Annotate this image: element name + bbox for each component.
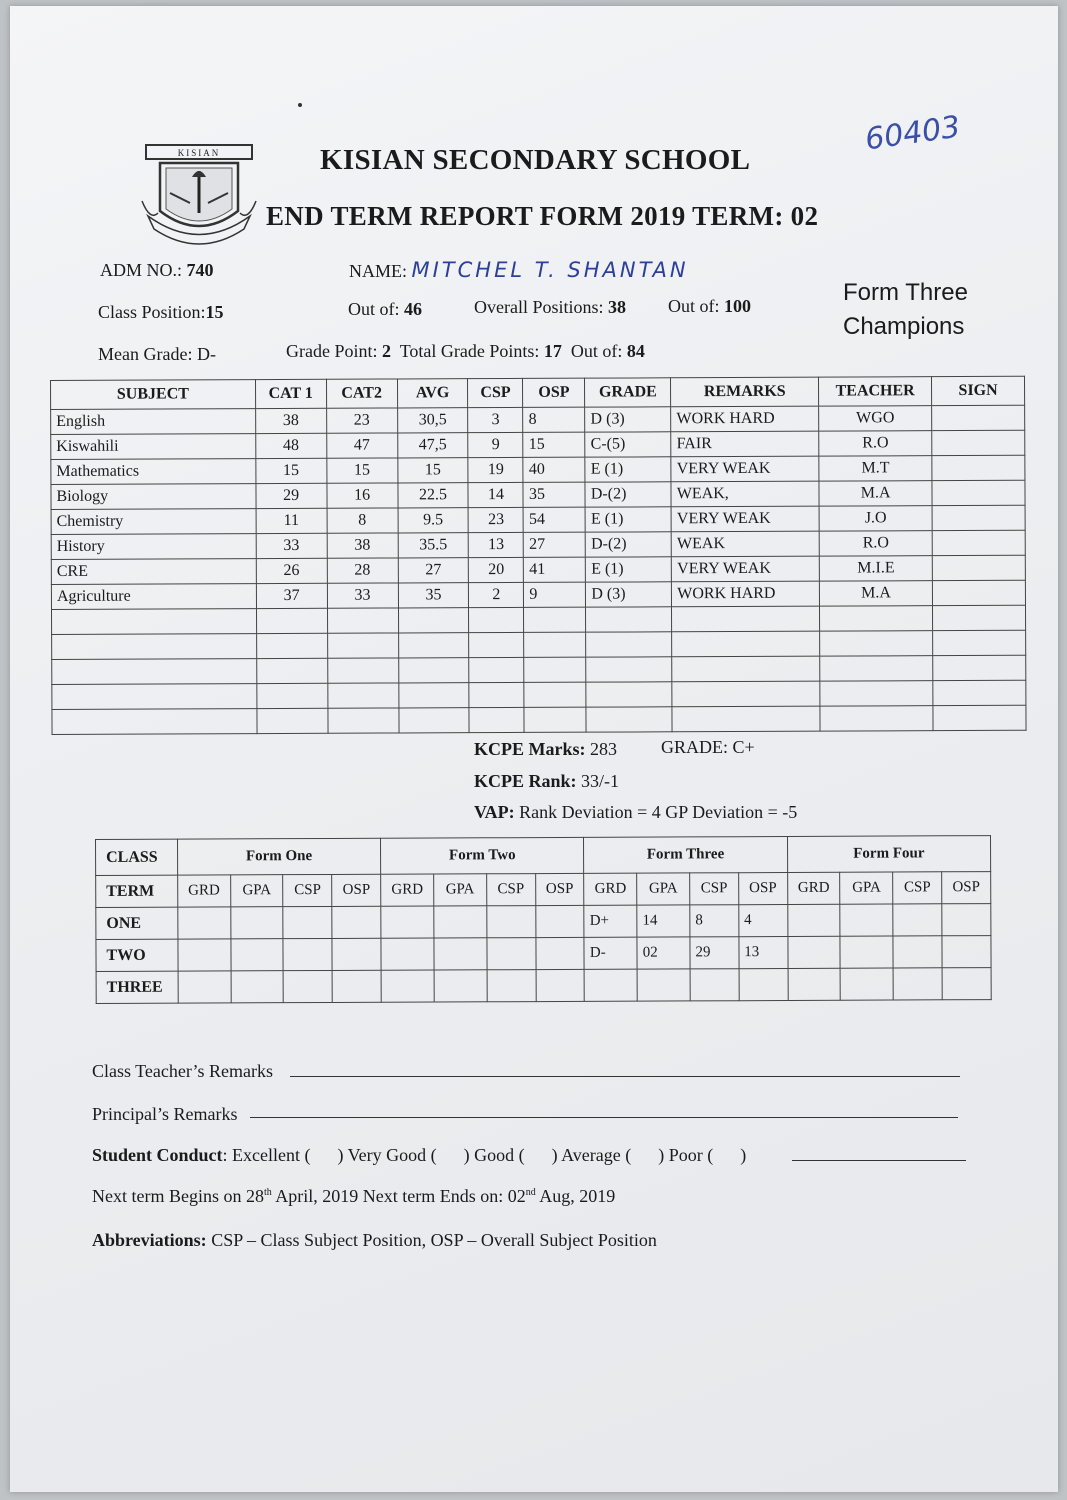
term-name: THREE — [96, 971, 178, 1003]
cell-cat1 — [256, 658, 327, 683]
history-cell — [787, 904, 840, 936]
cell-osp — [524, 707, 586, 732]
cell-osp — [524, 682, 586, 707]
cell-cat2 — [327, 658, 398, 683]
history-cell: D+ — [584, 905, 637, 937]
cell-grade — [586, 607, 672, 632]
cell-csp — [469, 707, 524, 732]
conduct-label: Student Conduct — [92, 1145, 223, 1165]
student-name: MITCHEL T. SHANTAN — [411, 258, 689, 282]
history-row — [96, 968, 991, 1004]
kcpe-marks-line — [474, 739, 617, 760]
cell-osp: 35 — [523, 482, 585, 507]
cell-cat2 — [328, 708, 399, 733]
cell-avg: 30,5 — [397, 408, 468, 433]
ink-dot — [298, 103, 302, 107]
overall-out-of-value: 100 — [724, 296, 751, 316]
mean-grade-field — [98, 344, 216, 365]
next-term-begin: Next term Begins on 28 — [92, 1186, 264, 1206]
form-two-header: Form Two — [381, 837, 584, 874]
class-position-value: 15 — [205, 302, 224, 322]
report-sheet — [10, 6, 1058, 1492]
history-cell: 29 — [690, 937, 739, 969]
sub-header-csp: CSP — [283, 874, 332, 906]
cell-grade — [586, 707, 672, 732]
total-gp-label: Total Grade Points: — [399, 341, 540, 361]
cell-cat2: 28 — [327, 558, 398, 583]
cell-csp: 23 — [469, 507, 524, 532]
kcpe-rank-line — [474, 771, 619, 792]
principal-remarks-line[interactable] — [250, 1117, 958, 1118]
cell-cat1: 37 — [256, 583, 327, 608]
header-teacher: TEACHER — [819, 377, 932, 406]
cell-sign — [932, 530, 1025, 555]
cell-avg — [398, 658, 469, 683]
cell-avg — [398, 633, 469, 658]
sub-header-csp: CSP — [690, 873, 739, 905]
cell-osp — [524, 607, 586, 632]
cell-sign — [933, 655, 1026, 680]
kcpe-rank-value: 33/-1 — [581, 771, 620, 791]
header-avg: AVG — [397, 379, 468, 408]
principal-remarks-label: Principal’s Remarks — [92, 1104, 238, 1124]
abbreviations-line — [92, 1230, 657, 1251]
cell-remarks: WEAK — [671, 531, 819, 557]
history-cell — [230, 907, 283, 939]
marks-body — [51, 405, 1026, 734]
total-gp-out-of-label: Out of: — [570, 341, 623, 361]
header-osp: OSP — [523, 378, 585, 407]
cell-teacher: R.O — [819, 431, 932, 456]
cell-sign — [932, 455, 1025, 480]
history-cell — [178, 907, 231, 939]
history-cell: 13 — [739, 936, 788, 968]
cell-teacher: M.I.E — [819, 556, 932, 581]
history-cell — [739, 968, 788, 1000]
cell-cat1 — [256, 633, 327, 658]
cell-csp — [469, 682, 524, 707]
vap-line — [474, 802, 797, 823]
cell-subject: Chemistry — [51, 509, 256, 535]
name-label: NAME: — [349, 261, 407, 281]
kcpe-grade-line — [661, 737, 755, 758]
cell-avg: 27 — [398, 558, 469, 583]
cell-remarks: WORK HARD — [672, 581, 820, 607]
cell-teacher: WGO — [819, 406, 932, 431]
form-four-header: Form Four — [787, 836, 991, 873]
cell-remarks: VERY WEAK — [672, 556, 820, 582]
adm-value: 740 — [186, 260, 214, 280]
sub-header-gpa: GPA — [230, 875, 283, 907]
cell-grade: E (1) — [586, 557, 672, 582]
cell-csp: 19 — [468, 457, 523, 482]
header-grade: GRADE — [585, 378, 671, 407]
cell-grade: E (1) — [585, 457, 671, 482]
sub-header-gpa: GPA — [637, 873, 690, 905]
performance-history-table — [95, 835, 992, 1004]
cell-cat2: 15 — [326, 458, 397, 483]
header-cat1: CAT 1 — [255, 379, 326, 408]
history-cell — [283, 906, 332, 938]
mean-grade-label: Mean Grade: — [98, 344, 193, 364]
grade-point-value: 2 — [382, 341, 391, 361]
class-position-field — [98, 302, 224, 323]
overall-out-of-field — [668, 296, 751, 317]
next-term-line — [92, 1186, 615, 1207]
cell-avg: 47,5 — [397, 433, 468, 458]
next-term-end-month: Aug, 2019 — [535, 1186, 616, 1206]
kcpe-rank-label: KCPE Rank: — [474, 771, 577, 791]
next-term-end-sup: nd — [525, 1187, 536, 1198]
cell-cat1 — [256, 608, 327, 633]
conduct-options: : Excellent ( ) Very Good ( ) Good ( ) Average ( ) Poor ( ) — [222, 1145, 747, 1165]
cell-grade: D-(2) — [586, 532, 672, 557]
header-remarks: REMARKS — [671, 377, 819, 407]
cell-avg: 9.5 — [398, 508, 469, 533]
cell-subject — [52, 684, 257, 710]
history-cell — [535, 905, 584, 937]
history-cell — [231, 971, 284, 1003]
history-cell — [942, 936, 991, 968]
school-name: KISIAN SECONDARY SCHOOL — [320, 144, 751, 176]
header-cat2: CAT2 — [326, 379, 397, 408]
grade-points-line — [286, 341, 645, 362]
history-cell — [893, 904, 942, 936]
history-cell — [893, 936, 942, 968]
history-cell — [788, 968, 841, 1000]
history-cell — [434, 906, 487, 938]
cell-subject — [52, 634, 257, 660]
sub-header-grd: GRD — [787, 872, 840, 904]
cell-cat1: 11 — [256, 508, 327, 533]
history-cell — [332, 906, 381, 938]
cell-cat2 — [327, 633, 398, 658]
cell-sign — [932, 505, 1025, 530]
history-cell — [536, 969, 585, 1001]
history-cell — [283, 938, 332, 970]
cell-teacher: M.A — [820, 581, 933, 606]
cell-sign — [932, 580, 1025, 605]
cell-cat2: 23 — [326, 408, 397, 433]
header-sign: SIGN — [932, 376, 1025, 405]
cell-csp — [469, 632, 524, 657]
history-cell — [486, 906, 535, 938]
cell-avg: 35.5 — [398, 533, 469, 558]
cell-cat1 — [257, 708, 328, 733]
cell-grade: E (1) — [585, 507, 671, 532]
history-cell: 02 — [637, 937, 690, 969]
history-cell: 14 — [637, 905, 690, 937]
next-term-begin-sup: th — [263, 1187, 272, 1198]
kcpe-grade-label: GRADE: — [661, 737, 728, 757]
history-body — [96, 904, 991, 1004]
class-position-label: Class Position: — [98, 302, 206, 322]
history-cell: 4 — [739, 904, 788, 936]
cell-subject: CRE — [51, 559, 256, 585]
cell-csp: 20 — [469, 557, 524, 582]
cell-sign — [933, 705, 1026, 730]
marks-header-row — [51, 376, 1025, 409]
cell-grade — [586, 657, 672, 682]
header-csp: CSP — [468, 378, 523, 407]
history-cell — [487, 970, 536, 1002]
vap-value: Rank Deviation = 4 GP Deviation = -5 — [519, 802, 798, 822]
sub-header-grd: GRD — [178, 875, 231, 907]
history-row — [96, 904, 991, 940]
handwritten-number: 60403 — [863, 109, 963, 158]
form-three-header: Form Three — [584, 836, 787, 873]
term-label: TERM — [96, 875, 178, 907]
cell-subject: Agriculture — [51, 584, 256, 610]
cell-subject — [52, 709, 257, 735]
cell-avg — [398, 608, 469, 633]
cell-teacher — [820, 681, 933, 706]
kcpe-marks-value: 283 — [590, 739, 617, 759]
cell-remarks — [672, 706, 820, 732]
cell-remarks — [672, 631, 820, 657]
overall-position-field — [474, 297, 626, 318]
cell-remarks: VERY WEAK — [671, 506, 819, 532]
marks-table — [50, 376, 1027, 735]
history-cell — [434, 938, 487, 970]
cell-cat2 — [327, 683, 398, 708]
history-sub-header-row — [96, 872, 991, 908]
cell-cat2: 38 — [327, 533, 398, 558]
history-row — [96, 936, 991, 972]
cell-remarks: VERY WEAK — [671, 456, 819, 482]
grade-point-label: Grade Point: — [286, 341, 378, 361]
history-cell — [840, 936, 893, 968]
cell-cat1: 38 — [255, 408, 326, 433]
cell-sign — [933, 680, 1026, 705]
term-name: TWO — [96, 939, 178, 971]
cell-subject: English — [51, 409, 256, 435]
cell-csp: 2 — [469, 582, 524, 607]
sub-header-gpa: GPA — [434, 874, 487, 906]
cell-avg: 22.5 — [397, 483, 468, 508]
class-out-of-label: Out of: — [348, 299, 400, 319]
cell-avg — [398, 683, 469, 708]
class-teacher-remarks-label: Class Teacher’s Remarks — [92, 1061, 274, 1081]
overall-out-of-label: Out of: — [668, 296, 720, 316]
history-cell — [178, 939, 231, 971]
history-cell: D- — [584, 937, 637, 969]
svg-text:KISIAN: KISIAN — [177, 148, 221, 158]
table-row — [52, 705, 1026, 734]
overall-position-value: 38 — [608, 297, 626, 317]
history-cell — [487, 938, 536, 970]
cell-avg: 15 — [397, 458, 468, 483]
cell-remarks: WEAK, — [671, 481, 819, 507]
cell-osp: 15 — [523, 432, 585, 457]
vap-label: VAP: — [474, 802, 515, 822]
cell-teacher — [820, 606, 933, 631]
cell-osp: 27 — [524, 532, 586, 557]
history-cell — [434, 970, 487, 1002]
school-crest-icon — [140, 141, 258, 251]
mean-grade-value: D- — [196, 344, 216, 364]
cell-avg — [398, 708, 469, 733]
cell-osp — [524, 657, 586, 682]
cell-cat2: 33 — [327, 583, 398, 608]
history-cell — [332, 970, 381, 1002]
adm-label: ADM NO.: — [100, 260, 183, 280]
cell-grade — [586, 632, 672, 657]
history-cell — [788, 936, 841, 968]
cell-cat1: 48 — [255, 433, 326, 458]
cell-avg: 35 — [398, 583, 469, 608]
cell-cat1: 26 — [256, 558, 327, 583]
class-out-of-field — [348, 299, 422, 320]
class-label: CLASS — [96, 839, 178, 875]
history-cell — [231, 939, 284, 971]
cell-csp: 9 — [468, 432, 523, 457]
cell-cat2 — [327, 608, 398, 633]
sub-header-osp: OSP — [535, 873, 584, 905]
cell-osp — [524, 632, 586, 657]
cell-osp: 41 — [524, 557, 586, 582]
kcpe-marks-label: KCPE Marks: — [474, 739, 586, 759]
sub-header-csp: CSP — [893, 872, 942, 904]
sub-header-grd: GRD — [381, 874, 434, 906]
history-cell — [840, 968, 893, 1000]
sub-header-osp: OSP — [738, 872, 787, 904]
cell-subject — [52, 659, 257, 685]
term-name: ONE — [96, 907, 178, 939]
cell-osp: 54 — [523, 507, 585, 532]
cell-cat2: 8 — [327, 508, 398, 533]
cell-cat1 — [257, 683, 328, 708]
cell-csp: 13 — [469, 532, 524, 557]
history-cell — [584, 969, 637, 1001]
overall-position-label: Overall Positions: — [474, 297, 604, 317]
sub-header-gpa: GPA — [840, 872, 893, 904]
cell-remarks — [672, 681, 820, 707]
cell-osp: 8 — [523, 407, 585, 432]
history-cell — [284, 970, 333, 1002]
history-cell — [690, 969, 739, 1001]
cell-cat1: 33 — [256, 533, 327, 558]
cell-sign — [932, 555, 1025, 580]
history-cell — [535, 937, 584, 969]
cell-teacher: R.O — [819, 531, 932, 556]
cell-teacher — [820, 656, 933, 681]
cell-csp — [469, 657, 524, 682]
cell-sign — [932, 405, 1025, 430]
class-teacher-remarks-line[interactable] — [290, 1076, 960, 1077]
history-cell: 8 — [690, 905, 739, 937]
kcpe-grade-value: C+ — [732, 737, 755, 757]
cell-teacher — [820, 631, 933, 656]
history-cell — [637, 969, 690, 1001]
history-cell — [332, 938, 381, 970]
cell-sign — [932, 430, 1025, 455]
cell-teacher: J.O — [819, 506, 932, 531]
cell-csp: 3 — [468, 407, 523, 432]
next-term-end: April, 2019 Next term Ends on: 02 — [271, 1186, 526, 1206]
history-cell — [381, 906, 434, 938]
abbreviations-text: CSP – Class Subject Position, OSP – Overall Subject Position — [206, 1230, 657, 1250]
history-cell — [942, 904, 991, 936]
history-cell — [381, 938, 434, 970]
total-gp-value: 17 — [543, 341, 562, 361]
class-out-of-value: 46 — [404, 299, 422, 319]
cell-subject: Mathematics — [51, 459, 256, 485]
form-badge: Form Three Champions — [843, 279, 968, 340]
cell-cat1: 29 — [256, 483, 327, 508]
cell-osp: 9 — [524, 582, 586, 607]
name-field — [349, 258, 689, 282]
cell-remarks: WORK HARD — [671, 406, 819, 432]
total-gp-out-of-value: 84 — [626, 341, 645, 361]
cell-osp: 40 — [523, 457, 585, 482]
header-subject: SUBJECT — [51, 380, 256, 410]
sub-header-csp: CSP — [486, 874, 535, 906]
adm-no-field — [100, 260, 214, 281]
history-cell — [893, 968, 942, 1000]
sub-header-osp: OSP — [942, 872, 991, 904]
abbreviations-label: Abbreviations: — [92, 1230, 207, 1250]
cell-grade: D (3) — [586, 582, 672, 607]
cell-sign — [932, 480, 1025, 505]
history-form-row — [96, 836, 991, 876]
cell-sign — [933, 630, 1026, 655]
cell-teacher: M.T — [819, 456, 932, 481]
cell-grade: D-(2) — [585, 482, 671, 507]
cell-subject: Kiswahili — [51, 434, 256, 460]
student-conduct-line — [92, 1145, 746, 1166]
sub-header-osp: OSP — [332, 874, 381, 906]
cell-teacher: M.A — [819, 481, 932, 506]
report-title: END TERM REPORT FORM 2019 TERM: 02 — [266, 201, 819, 231]
history-cell — [381, 970, 434, 1002]
cell-cat1: 15 — [256, 458, 327, 483]
cell-csp — [469, 607, 524, 632]
cell-remarks: FAIR — [671, 431, 819, 457]
cell-grade: D (3) — [585, 407, 671, 432]
cell-subject: Biology — [51, 484, 256, 510]
cell-cat2: 47 — [326, 433, 397, 458]
cell-subject: History — [51, 534, 256, 560]
cell-remarks — [672, 656, 820, 682]
cell-csp: 14 — [468, 482, 523, 507]
conduct-line[interactable] — [792, 1160, 966, 1161]
cell-cat2: 16 — [327, 483, 398, 508]
cell-subject — [52, 609, 257, 635]
cell-sign — [933, 605, 1026, 630]
cell-remarks — [672, 606, 820, 632]
sub-header-grd: GRD — [584, 873, 637, 905]
history-cell — [840, 904, 893, 936]
cell-teacher — [820, 706, 933, 731]
history-cell — [178, 971, 231, 1003]
history-cell — [942, 968, 991, 1000]
cell-grade: C-(5) — [585, 432, 671, 457]
form-one-header: Form One — [177, 838, 380, 875]
cell-grade — [586, 682, 672, 707]
